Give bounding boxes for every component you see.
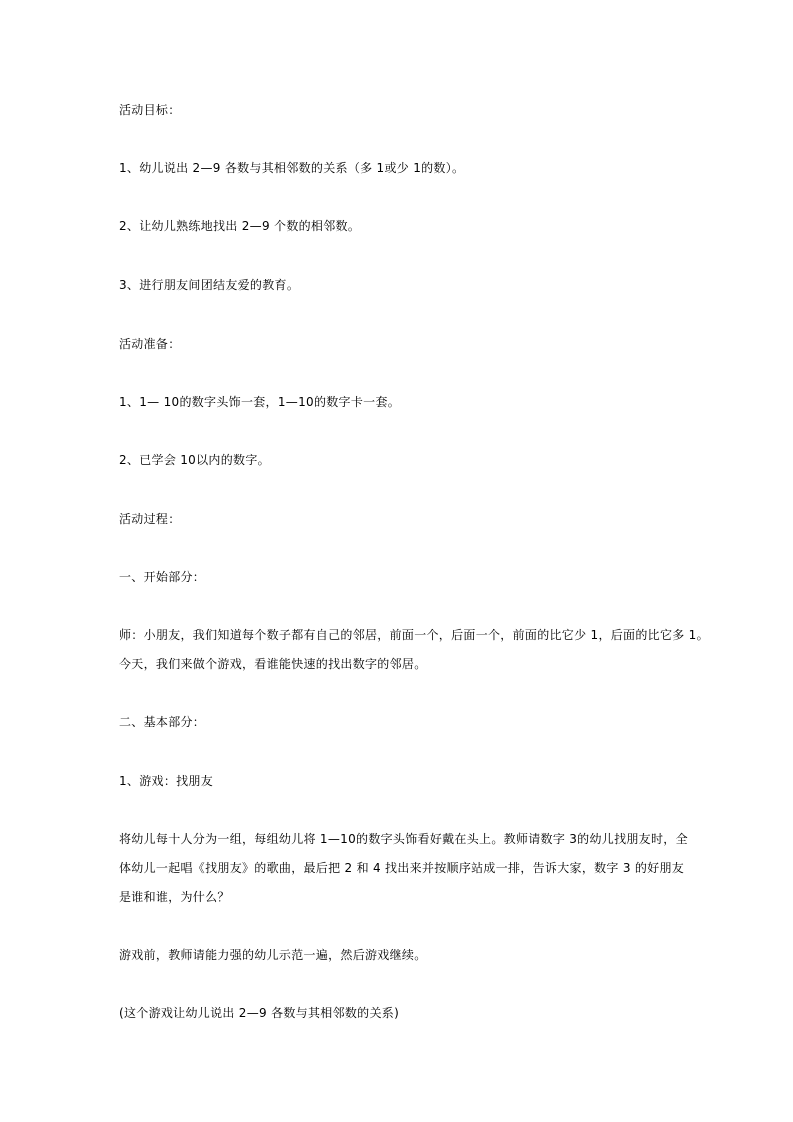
game1-text-line: 是谁和谁，为什么？ <box>119 890 230 904</box>
part2-heading: 二、基本部分： <box>119 715 206 729</box>
goal-item-1: 1、幼儿说出 2—9 各数与其相邻数的关系（多 1或少 1的数）。 <box>119 161 465 175</box>
part1-heading: 一、开始部分： <box>119 570 206 584</box>
game1-note: 游戏前，教师请能力强的幼儿示范一遍，然后游戏继续。 <box>119 948 427 962</box>
goal-item-2: 2、让幼儿熟练地找出 2—9 个数的相邻数。 <box>119 219 361 233</box>
game1-purpose: (这个游戏让幼儿说出 2—9 各数与其相邻数的关系) <box>119 1006 400 1020</box>
part1-text-line: 师：小朋友，我们知道每个数子都有自己的邻居，前面一个，后面一个，前面的比它少 1，后面的比它多 1。 <box>119 628 709 642</box>
prep-heading: 活动准备： <box>119 337 181 351</box>
goal-item-3: 3、进行朋友间团结友爱的教育。 <box>119 278 300 292</box>
goals-heading: 活动目标： <box>119 103 181 117</box>
process-heading: 活动过程： <box>119 512 181 526</box>
prep-item-1: 1、1— 10的数字头饰一套，1—10的数字卡一套。 <box>119 395 401 409</box>
game1-text-line: 将幼儿每十人分为一组，每组幼儿将 1—10的数字头饰看好戴在头上。教师请数字 3的幼儿找朋友时，全 <box>119 832 688 846</box>
game1-heading: 1、游戏：找朋友 <box>119 774 214 788</box>
part1-text-line: 今天，我们来做个游戏，看谁能快速的找出数字的邻居。 <box>119 657 427 671</box>
prep-item-2: 2、已学会 10以内的数字。 <box>119 453 270 467</box>
game1-text-line: 体幼儿一起唱《找朋友》的歌曲，最后把 2 和 4 找出来并按顺序站成一排，告诉大家，数字 3 的好朋友 <box>119 861 685 875</box>
